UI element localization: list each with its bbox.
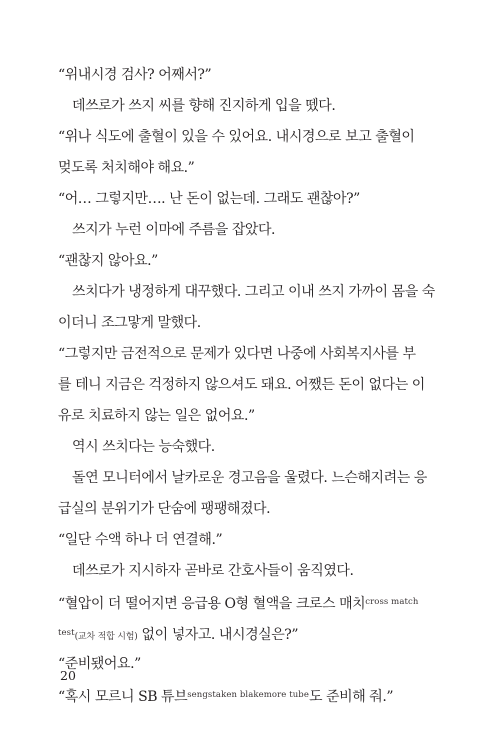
text-span: 데쓰로가 쓰지 씨를 향해 진지하게 입을 뗐다.: [72, 98, 336, 114]
dialogue-line: [58, 680, 393, 711]
page-number: 20: [60, 668, 76, 683]
text-span: “위내시경 검사? 어째서?”: [58, 67, 212, 83]
dialogue-line: [58, 339, 416, 370]
text-span: 를 테니 지금은 걱정하지 않으셔도 돼요. 어쨌든 돈이 없다는 이: [58, 377, 425, 393]
gloss-annotation: (교차 적합 시험): [74, 632, 138, 642]
text-span: 데쓰로가 지시하자 곧바로 간호사들이 움직였다.: [72, 563, 354, 579]
text-span: 이더니 조그맣게 말했다.: [58, 315, 201, 331]
dialogue-continuation-line: [58, 401, 255, 432]
text-span: 없이 넣자고. 내시경실은?”: [137, 627, 299, 643]
text-span: 쓰치다가 냉정하게 대꾸했다. 그리고 이내 쓰지 가까이 몸을 숙: [72, 284, 435, 300]
dialogue-line: [58, 525, 222, 556]
dialogue-continuation-line: [58, 153, 194, 184]
narration-continuation-line: [58, 494, 270, 525]
narration-line: [58, 432, 215, 463]
dialogue-line: [58, 246, 158, 277]
narration-line: [58, 556, 353, 587]
ruby-annotation: cross match: [365, 597, 419, 607]
ruby-annotation: sengstaken blakemore tube: [187, 690, 309, 700]
text-span: “그렇지만 금전적으로 문제가 있다면 나중에 사회복지사를 부: [58, 346, 416, 362]
dialogue-line: [58, 184, 360, 215]
narration-line: [58, 277, 435, 308]
text-span: 급실의 분위기가 단숨에 팽팽해졌다.: [58, 501, 271, 517]
narration-line: [58, 463, 427, 494]
text-span: “어… 그렇지만…. 난 돈이 없는데. 그래도 괜찮아?”: [58, 191, 360, 207]
text-span: 역시 쓰치다는 능숙했다.: [72, 439, 215, 455]
dialogue-line: [58, 587, 418, 618]
ruby-annotation: test: [58, 628, 75, 638]
dialogue-continuation-line: [58, 618, 298, 649]
dialogue-line: [58, 122, 414, 153]
dialogue-line: [58, 60, 211, 91]
text-span: 멎도록 처치해야 해요.”: [58, 160, 195, 176]
text-span: “일단 수액 하나 더 연결해.”: [58, 532, 223, 548]
text-span: “괜찮지 않아요.”: [58, 253, 158, 269]
narration-line: [58, 91, 335, 122]
text-span: 돌연 모니터에서 날카로운 경고음을 울렸다. 느슨해지려는 응: [72, 470, 427, 486]
text-span: 쓰지가 누런 이마에 주름을 잡았다.: [72, 222, 276, 238]
narration-continuation-line: [58, 308, 201, 339]
text-span: “혈압이 더 떨어지면 응급용 O형 혈액을 크로스 매치: [58, 596, 366, 612]
dialogue-continuation-line: [58, 370, 425, 401]
text-span: “위나 식도에 출혈이 있을 수 있어요. 내시경으로 보고 출혈이: [58, 129, 415, 145]
text-span: 유로 치료하지 않는 일은 없어요.”: [58, 408, 255, 424]
text-span: 도 준비해 줘.”: [308, 689, 394, 705]
text-span: “준비됐어요.”: [58, 656, 141, 672]
text-span: “혹시 모르니 SB 튜브: [58, 689, 188, 705]
narration-line: [58, 215, 275, 246]
